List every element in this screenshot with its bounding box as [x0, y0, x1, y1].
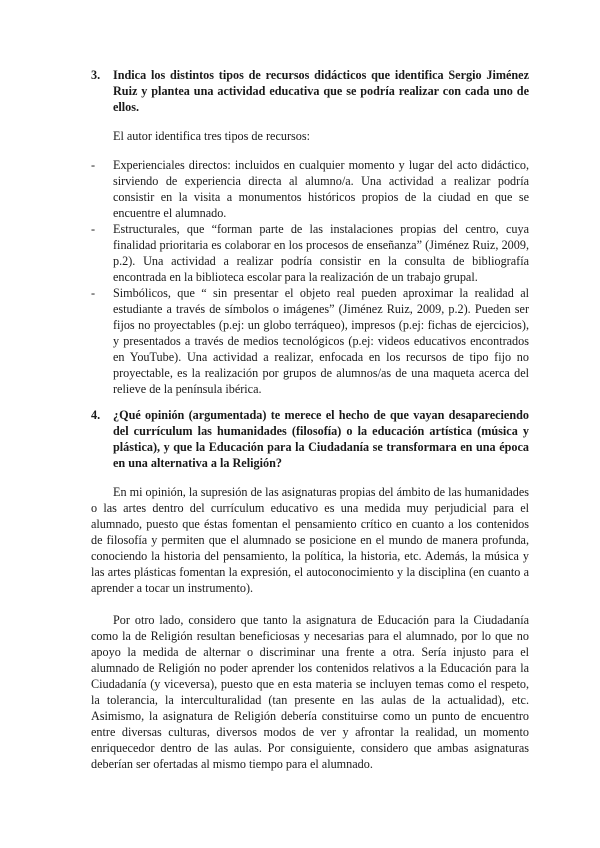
list-item	[91, 157, 529, 221]
question-4-number: 4.	[91, 408, 101, 422]
list-dash: -	[91, 286, 96, 300]
list-item	[91, 285, 529, 397]
resource-simbolicos: Simbólicos, que “ sin presentar el objeto real pueden aproximar la realidad al estudiante a través de símbolos o imágenes” (Jiménez Ruiz, 2009, p.2). Pueden ser fijos no proyectables (p.ej: un globo terráqueo), impresos (p.ej: fichas de ejercicios), y presentados a través de medios tecnológicos (p.ej: videos educativos encontrados en YouTube). Una actividad a realizar, enfocada en los recursos de tipo fijo no proyectable, es la realización por grupos de alumnos/as de una maqueta acerca del relieve de la península ibérica.	[113, 286, 529, 396]
resources-intro: El autor identifica tres tipos de recursos:	[113, 129, 310, 143]
resource-experienciales: Experienciales directos: incluidos en cualquier momento y lugar del acto didáctico, sirviendo de experiencia directa al alumno/a. Una actividad a realizar podría consistir en la visita a monumentos históricos propios de la ciudad en que se encuentre el alumnado.	[113, 158, 529, 220]
answer-paragraph-1: En mi opinión, la supresión de las asignaturas propias del ámbito de las humanidades o las artes dentro del currículum educativo es una medida muy perjudicial para el alumnado, puesto que éstas fomentan el pensamiento crítico en cuanto a los contenidos de filosofía y permiten que el alumnado se posicione en el mundo de manera profunda, conociendo la historia del pensamiento, la política, la historia, etc. Además, la música y las artes plásticas fomentan la expresión, el autoconocimiento y la disciplina (en cuanto a aprender a tocar un instrumento).	[91, 485, 529, 595]
list-dash: -	[91, 158, 96, 172]
answer-paragraph-2: Por otro lado, considero que tanto la asignatura de Educación para la Ciudadanía como la de Religión resultan beneficiosas y necesarias para el alumnado, por lo que no apoyo la medida de alternar o discriminar una frente a otra. Sería injusto para el alumnado de Religión no poder aprender los contenidos relativos a la Educación para la Ciudadanía (y viceversa), puesto que en esta materia se incluyen temas como el respeto, la tolerancia, la interculturalidad (tan presente en las aulas de la actualidad), etc. Asimismo, la asignatura de Religión debería constituirse como un punto de encuentro entre diversas culturas, diversos modos de ver y afrontar la realidad, un momento enriquecedor dentro de las aulas. Por consiguiente, considero que ambas asignaturas deberían ser ofertadas al mismo tiempo para el alumnado.	[91, 613, 529, 771]
list-dash: -	[91, 222, 96, 236]
question-4	[91, 407, 529, 471]
list-item	[91, 221, 529, 285]
question-3-text: Indica los distintos tipos de recursos didácticos que identifica Sergio Jiménez Ruiz y plantea una actividad educativa que se podría realizar con cada uno de ellos.	[113, 68, 529, 114]
question-3	[91, 67, 529, 115]
resources-list	[91, 157, 529, 397]
resource-estructurales: Estructurales, que “forman parte de las instalaciones propias del centro, cuya finalidad prioritaria es colaborar en los procesos de enseñanza” (Jiménez Ruiz, 2009, p.2). Una actividad a realizar podría consistir en la consulta de bibliografía encontrada en la biblioteca escolar para la realización de un trabajo grupal.	[113, 222, 529, 284]
question-4-text: ¿Qué opinión (argumentada) te merece el hecho de que vayan desapareciendo del currículum las humanidades (filosofía) o la educación artística (música y plástica), y que la Educación para la Ciudadanía se transformara en una época en una alternativa a la Religión?	[113, 408, 529, 470]
question-3-number: 3.	[91, 68, 101, 82]
document-content	[91, 67, 529, 788]
